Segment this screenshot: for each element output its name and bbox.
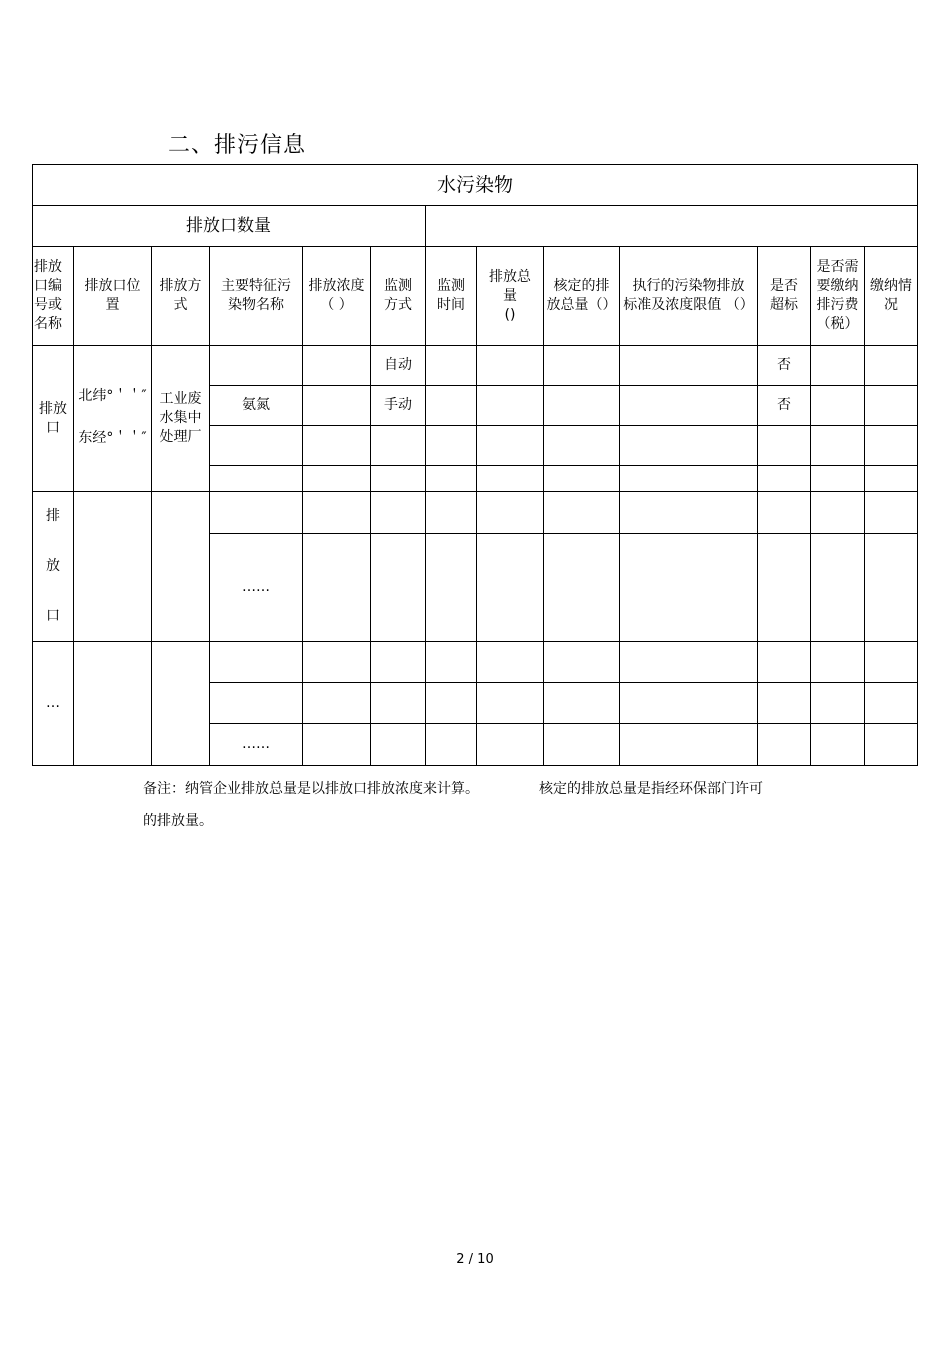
page-number: 2 / 10 <box>456 1252 494 1267</box>
table-rule <box>209 425 918 426</box>
location-longitude: 东经°＇＇″ <box>78 429 147 446</box>
header-outlet-location: 排放口位 置 <box>84 278 141 313</box>
table-rule <box>32 641 918 642</box>
pollutant-more-ellipsis: …… <box>242 736 270 752</box>
header-exceeded: 是否 超标 <box>770 278 798 313</box>
table-rule <box>209 385 918 386</box>
exceeded-value: 否 <box>777 357 791 373</box>
header-fee-required: 是否需 要缴纳 排污费 （税） <box>816 259 859 332</box>
header-monitor-method: 监测 方式 <box>384 278 412 313</box>
note-line-2: 的排放量。 <box>143 813 213 829</box>
table-rule <box>209 682 918 683</box>
discharge-method-cell: 工业废 水集中 处理厂 <box>159 391 202 445</box>
table-title: 水污染物 <box>436 173 513 196</box>
table-rule <box>32 491 918 492</box>
outlet-count-label: 排放口数量 <box>186 215 271 236</box>
table-rule <box>209 465 918 466</box>
outlet-name-cell: 排 放 口 <box>46 508 60 624</box>
note-line-1a: 备注：纳管企业排放总量是以排放口排放浓度来计算。 <box>143 781 479 797</box>
pollutant-ammonia-nitrogen: 氨氮 <box>242 397 270 413</box>
header-standard-limit: 执行的污染物排放 标准及浓度限值 （） <box>623 278 754 313</box>
monitor-method-auto: 自动 <box>384 357 412 373</box>
location-latitude: 北纬°＇＇″ <box>78 387 147 404</box>
table-rule <box>209 533 918 534</box>
table-border-right <box>917 164 918 766</box>
header-approved-total: 核定的排 放总量（） <box>546 278 617 313</box>
header-payment-status: 缴纳情 况 <box>870 278 912 313</box>
note-line-1b: 核定的排放总量是指经环保部门许可 <box>539 781 763 797</box>
header-monitor-time: 监测 时间 <box>437 278 465 313</box>
pollutant-more-ellipsis: …… <box>242 579 270 595</box>
table-rule <box>209 723 918 724</box>
monitor-method-manual: 手动 <box>384 397 412 413</box>
header-discharge-method: 排放方 式 <box>159 278 202 313</box>
header-pollutant-name: 主要特征污 染物名称 <box>221 278 291 313</box>
header-outlet-name: 排放 口编 号或 名称 <box>34 259 62 332</box>
header-total-discharge: 排放总 量 () <box>489 268 531 323</box>
outlet-name-ellipsis: … <box>46 695 60 711</box>
table-border-bottom <box>32 765 918 766</box>
exceeded-value: 否 <box>777 397 791 413</box>
outlet-name-cell: 排放 口 <box>39 400 67 436</box>
header-concentration: 排放浓度 （ ） <box>308 278 365 313</box>
section-title: 二、排污信息 <box>168 133 307 158</box>
